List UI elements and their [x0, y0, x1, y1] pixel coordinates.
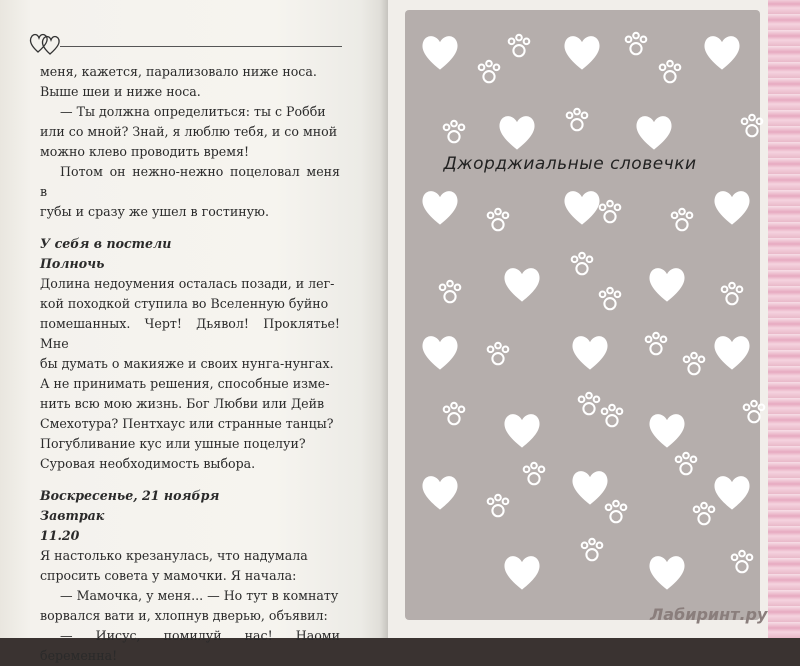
text-line: Полночь [40, 256, 105, 271]
heart-icon [700, 30, 744, 74]
heart-icon [500, 408, 544, 452]
text-line: — Мамочка, у меня... — Но тут в комнату [60, 588, 339, 603]
paw-print-icon [596, 198, 624, 226]
text-line: губы и сразу же ушел в гостиную. [40, 204, 269, 219]
paw-print-icon [436, 278, 464, 306]
paw-print-icon [484, 492, 512, 520]
paw-print-icon [578, 536, 606, 564]
paw-print-icon [642, 330, 670, 358]
paw-print-icon [680, 350, 708, 378]
paw-print-icon [598, 402, 626, 430]
paw-print-icon [484, 340, 512, 368]
paw-print-icon [520, 460, 548, 488]
text-line: А не принимать решения, способные изме- [40, 376, 330, 391]
heart-icon [418, 185, 462, 229]
heart-icon [500, 550, 544, 594]
double-heart-icon [28, 30, 64, 56]
heart-icon [632, 110, 676, 154]
left-page [0, 0, 392, 663]
heart-icon [645, 262, 689, 306]
paw-print-icon [484, 206, 512, 234]
heart-icon [568, 330, 612, 374]
paw-print-icon [740, 398, 768, 426]
text-line: Завтрак [40, 508, 105, 523]
paw-print-icon [656, 58, 684, 86]
text-line: Погубливание кус или ушные поцелуи? [40, 436, 306, 451]
text-line: или со мной? Знай, я люблю тебя, и со мной [40, 124, 338, 139]
text-line: 11.20 [40, 528, 80, 543]
text-line: меня, кажется, парализовало ниже носа. [40, 64, 317, 79]
paw-print-icon [738, 112, 766, 140]
text-line: Я настолько крезанулась, что надумала [40, 548, 308, 563]
text-line: Смехотура? Пентхаус или странные танцы? [40, 416, 334, 431]
text-line: Суровая необходимость выбора. [40, 456, 256, 471]
text-line: Потом он нежно-нежно поцеловал меня в [40, 164, 340, 199]
heart-icon [560, 30, 604, 74]
text-line: — Ты должна определиться: ты с Робби [60, 104, 326, 119]
text-line: бы думать о макияже и своих нунга-нунгах. [40, 356, 334, 371]
paw-print-icon [690, 500, 718, 528]
heart-icon [500, 262, 544, 306]
heart-icon [495, 110, 539, 154]
paw-print-icon [668, 206, 696, 234]
paw-print-icon [602, 498, 630, 526]
text-line: — Иисус, помилуй нас! Наоми беременна! [40, 628, 340, 663]
paw-print-icon [622, 30, 650, 58]
paw-print-icon [568, 250, 596, 278]
watermark-logo: Лабиринт.ру [650, 605, 768, 624]
paw-print-icon [728, 548, 756, 576]
text-line: Долина недоумения осталась позади, и лег- [40, 276, 335, 291]
heart-icon [418, 330, 462, 374]
page-text [40, 62, 340, 666]
text-line: помешанных. Черт! Дьявол! Проклятье! Мне [40, 316, 340, 351]
paw-print-icon [718, 280, 746, 308]
text-line: У себя в постели [40, 236, 172, 251]
text-line: ворвался вати и, хлопнув дверью, объявил: [40, 608, 328, 623]
paw-print-icon [596, 285, 624, 313]
text-line: нить всю мою жизнь. Бог Любви или Дейв [40, 396, 325, 411]
heart-icon [418, 30, 462, 74]
text-line: кой походкой ступила во Вселенную буйно [40, 296, 329, 311]
paw-print-icon [563, 106, 591, 134]
heart-icon [710, 330, 754, 374]
paw-print-icon [440, 118, 468, 146]
paw-print-icon [475, 58, 503, 86]
decorative-panel [405, 10, 760, 620]
paw-print-icon [672, 450, 700, 478]
paw-print-icon [440, 400, 468, 428]
text-line: Воскресенье, 21 ноября [40, 488, 220, 503]
text-line: Выше шеи и ниже носа. [40, 84, 201, 99]
heart-icon [418, 470, 462, 514]
pink-page-edge [768, 0, 800, 638]
heart-icon [645, 408, 689, 452]
paw-print-icon [505, 32, 533, 60]
caption-title: Джорджиальные словечки [443, 154, 697, 174]
heart-icon [710, 185, 754, 229]
heart-icon [645, 550, 689, 594]
header-rule [60, 46, 342, 47]
text-line: спросить совета у мамочки. Я начала: [40, 568, 297, 583]
text-line: можно клево проводить время! [40, 144, 250, 159]
